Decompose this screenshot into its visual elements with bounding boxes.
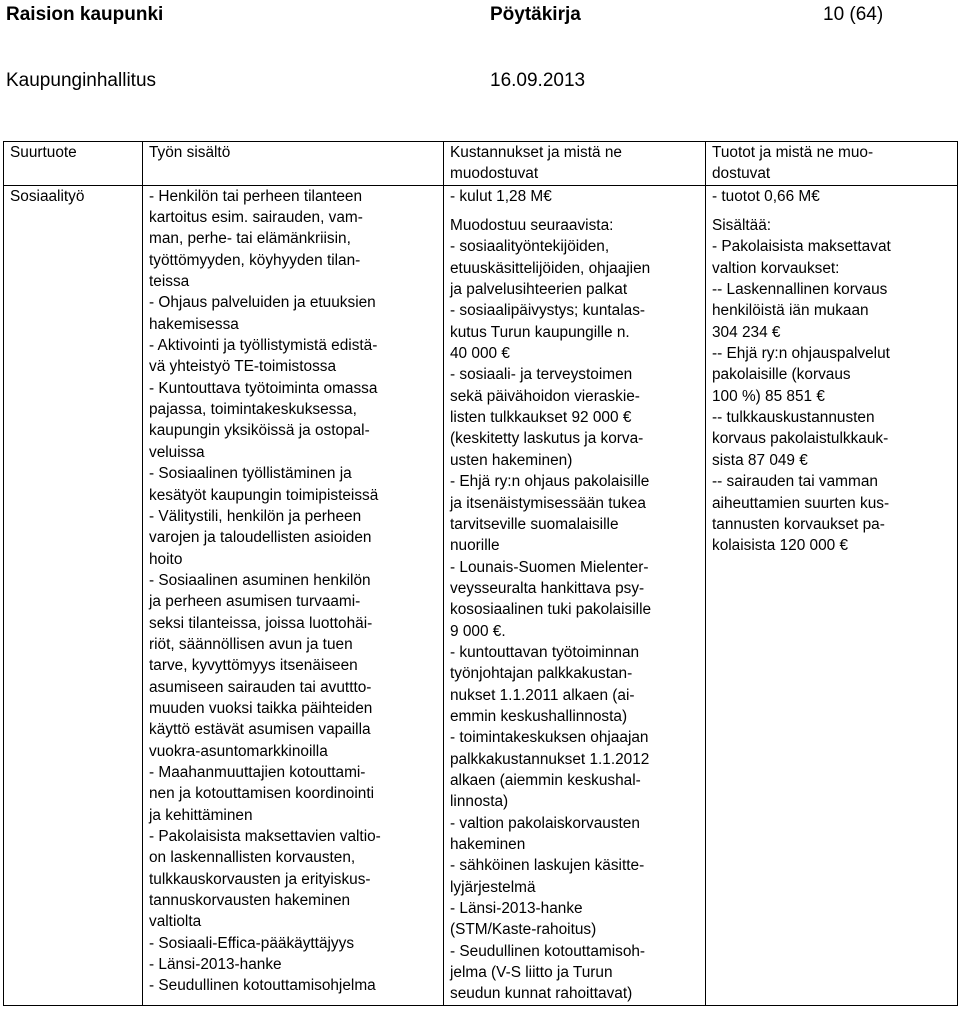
text-line: - sosiaalipäivystys; kuntalas- [450,302,646,320]
column-header-content [143,142,444,186]
text-line: hakemisessa [149,315,239,333]
text-line: muuden vuoksi taikka päihteiden [149,699,373,717]
text-line: palkkakustannukset 1.1.2012 [450,750,650,768]
text-line: kaupungin yksiköissä ja ostopal- [149,422,370,440]
text-line: 100 %) 85 851 € [712,387,825,405]
text-line: on laskennallisten korvausten, [149,849,356,867]
page-number: 10 (64) [823,4,884,25]
text-line: lyjärjestelmä [450,878,536,896]
text-line: - Henkilön tai perheen tilanteen [149,187,363,205]
text-line: hoito [149,550,183,568]
text-line: tulkkauskorvausten ja erityiskus- [149,870,371,888]
text-line: - Välitystili, henkilön ja perheen [149,507,362,525]
text-line: - Ehjä ry:n ohjaus pakolaisille [450,473,650,491]
text-line: -- Ehjä ry:n ohjauspalvelut [712,345,890,363]
text-line: - Maahanmuuttajien kotouttami- [149,763,366,781]
text-line: - sosiaali- ja terveystoimen [450,366,633,384]
text-line: tannusten korvaukset pa- [712,515,885,533]
text-line: 304 234 € [712,323,781,341]
text-line: - Seudullinen kotouttamisohjelma [149,977,376,995]
text-line: - Pakolaisista maksettavat [712,238,891,256]
product-table [3,141,958,1006]
column-header-costs [444,142,706,186]
text-line: -- Laskennallinen korvaus [712,281,888,299]
text-line: valtion korvaukset: [712,259,840,277]
column-header-income [706,142,958,186]
table-header-row [4,142,958,186]
text-line: teissa [149,273,190,291]
text-line: varojen ja taloudellisten asioiden [149,529,372,547]
income-breakdown [712,215,957,557]
text-line: veysseuralta hankittava psy- [450,579,645,597]
text-line: (keskitetty laskutus ja korva- [450,430,644,448]
text-line: alkaen (aiemmin keskushal- [450,771,641,789]
text-line: kesätyöt kaupungin toimipisteissä [149,486,379,504]
text-line: tarve, kyvyttömyys itsenäiseen [149,657,358,675]
text-line: kartoitus esim. sairauden, vam- [149,209,363,227]
costs-cell [444,185,706,1005]
text-line: aiheuttamien suurten kus- [712,494,890,512]
text-line: man, perhe- tai elämänkriisin, [149,230,351,248]
text-line: tarvitseville suomalaisille [450,515,619,533]
costs-breakdown [450,215,705,1005]
text-line: Työn sisältö [149,144,231,161]
document-type: Pöytäkirja [490,4,581,25]
text-line: 40 000 € [450,345,510,363]
text-line: - Pakolaisista maksettavien valtio- [149,828,381,845]
product-cell [4,185,143,1005]
text-line: kososiaalinen tuki pakolaisille [450,601,652,619]
text-line: - Lounais-Suomen Mielenter- [450,558,649,576]
text-line: veluissa [149,443,205,461]
text-line: käyttö estävät asumisen vapailla [149,721,371,739]
costs-total: - kulut 1,28 M€ [450,187,552,205]
text-line: - Seudullinen kotouttamisoh- [450,942,646,960]
text-line: Suurtuote [10,144,77,161]
text-line: - sosiaalityöntekijöiden, [450,238,610,256]
text-line: jelma (V-S liitto ja Turun [450,964,613,982]
text-line: vä yhteistyö TE-toimistossa [149,358,337,376]
text-line: pakolaisille (korvaus [712,366,851,384]
meeting-date: 16.09.2013 [490,70,586,91]
text-line: kolaisista 120 000 € [712,537,849,555]
text-line: -- tulkkauskustannusten [712,409,875,427]
content-cell [143,185,444,1005]
column-header-product [4,142,143,186]
text-line: nukset 1.1.2011 alkaen (ai- [450,686,635,704]
text-line: nen ja kotouttamisen koordinointi [149,785,375,803]
text-line: ja palvelusihteerien palkat [450,281,628,299]
text-line: usten hakeminen) [450,451,573,469]
text-line: Sisältää: [712,217,772,235]
text-line: muodostuvat [450,165,539,183]
text-line: listen tulkkaukset 92 000 € [450,409,632,427]
text-line: Muodostuu seuraavista: [450,217,614,235]
text-line: - Länsi-2013-hanke [450,900,583,918]
income-cell [706,185,958,1005]
text-line: sekä päivähoidon vieraskie- [450,387,640,405]
text-line: - Kuntouttava työtoiminta omassa [149,379,378,397]
text-line: sista 87 049 € [712,451,808,469]
text-line: työttömyyden, köyhyyden tilan- [149,251,361,269]
organization-name: Raision kaupunki [6,4,164,25]
text-line: valtiolta [149,913,202,931]
text-line: dostuvat [712,165,771,183]
text-line: henkilöistä iän mukaan [712,302,869,320]
text-line: tannuskorvausten hakeminen [149,892,351,910]
text-line: nuorille [450,537,500,555]
text-line: - Aktivointi ja työllistymistä edistä- [149,337,378,355]
income-total: - tuotot 0,66 M€ [712,187,820,205]
text-line: - Sosiaali-Effica-pääkäyttäjyys [149,934,355,952]
text-line: ja itsenäistymisessään tukea [450,494,646,512]
text-line: - sähköinen laskujen käsitte- [450,857,645,875]
text-line: 9 000 €. [450,622,506,640]
text-line: - Sosiaalinen työllistäminen ja [149,465,352,483]
text-line: riöt, säännöllisen avun ja tuen [149,635,353,653]
text-line: työnjohtajan palkkakustan- [450,665,633,683]
text-line: emmin keskushallinnosta) [450,707,628,725]
text-line: - toimintakeskuksen ohjaajan [450,729,649,747]
table-row [4,185,958,1005]
text-line: - Ohjaus palveluiden ja etuuksien [149,294,376,312]
text-line: kutus Turun kaupungille n. [450,323,630,341]
text-line: - kuntouttavan työtoiminnan [450,643,640,661]
text-line: (STM/Kaste-rahoitus) [450,921,597,939]
text-line: - valtion pakolaiskorvausten [450,814,640,832]
product-name: Sosiaalityö [10,187,85,205]
text-line: ja perheen asumisen turvaami- [149,593,361,611]
text-line: - Länsi-2013-hanke [149,956,282,974]
text-line: - Sosiaalinen asuminen henkilön [149,571,371,589]
text-line: etuuskäsittelijöiden, ohjaajien [450,259,651,277]
committee-name: Kaupunginhallitus [6,70,157,91]
text-line: asumiseen sairauden tai avuttto- [149,678,372,696]
text-line: ja kehittäminen [149,806,253,824]
text-line: linnosta) [450,793,509,811]
text-line: -- sairauden tai vamman [712,473,878,491]
text-line: vuokra-asuntomarkkinoilla [149,742,328,760]
text-line: Kustannukset ja mistä ne [450,144,622,161]
text-line: hakeminen [450,836,526,853]
text-line: korvaus pakolaistulkkauk- [712,430,889,448]
text-line: pajassa, toimintakeskuksessa, [149,401,357,419]
text-line: seksi tilanteissa, joissa luottohäi- [149,614,373,632]
text-line: Tuotot ja mistä ne muo- [712,144,874,161]
text-line: seudun kunnat rahoittavat) [450,985,633,1003]
